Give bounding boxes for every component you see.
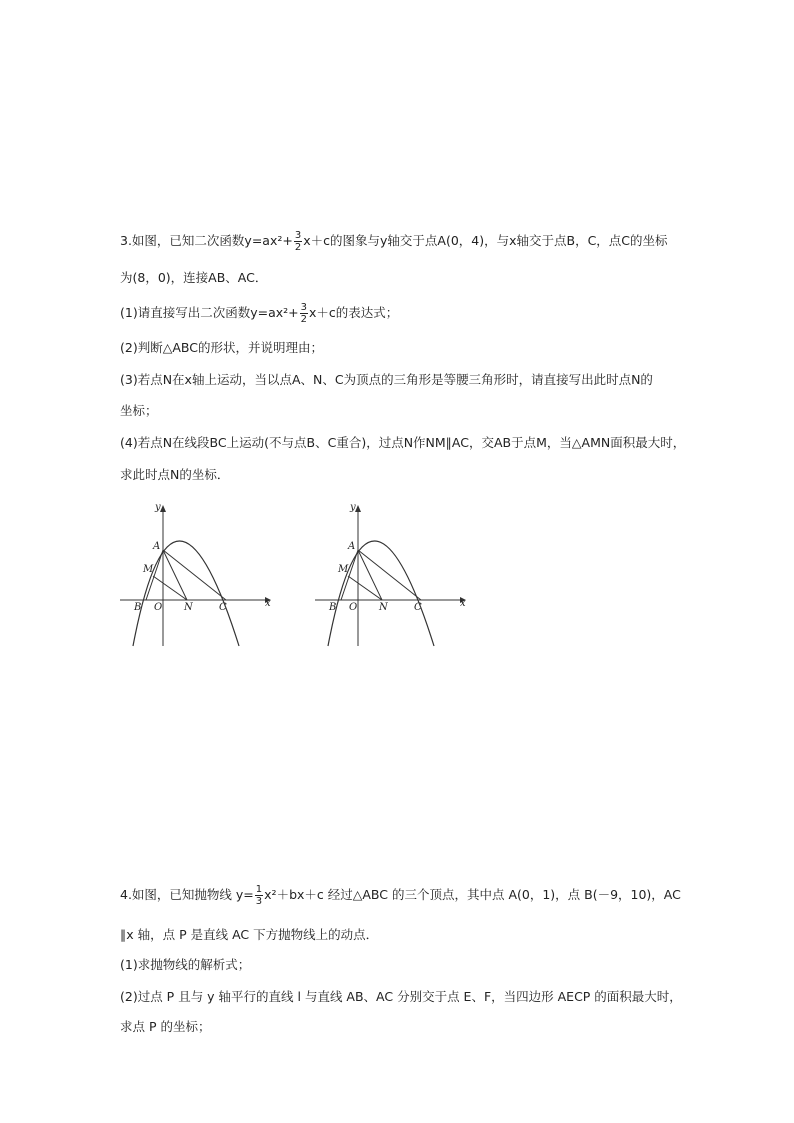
p3-l1-text-b: x＋c的图象与y轴交于点A(0，4)，与x轴交于点B，C，点C的坐标	[303, 233, 668, 248]
p3-line-1	[120, 230, 668, 253]
label-o: O	[349, 602, 358, 613]
p3-line-7: (4)若点N在线段BC上运动(不与点B、C重合)，过点N作NM∥AC，交AB于点M，当△AMN面积最大时，	[120, 435, 686, 450]
fraction	[294, 230, 302, 253]
label-n: N	[184, 602, 193, 613]
p3-line-2: 为(8，0)，连接AB、AC．	[120, 270, 268, 285]
label-m: M	[143, 564, 154, 575]
segment-ac	[163, 550, 226, 600]
p4-line-1	[120, 884, 681, 907]
frac-num: 1	[255, 884, 263, 895]
p3-line-3	[120, 302, 398, 325]
fraction	[255, 884, 263, 907]
label-c: C	[414, 602, 422, 613]
p3-l1-text-a: 3.如图，已知二次函数y=ax²+	[120, 233, 293, 248]
label-x: x	[265, 598, 271, 609]
p3-l3-text-b: x＋c的表达式；	[309, 305, 399, 320]
segment-mn	[153, 576, 187, 600]
p3-line-4: (2)判断△ABC的形状，并说明理由；	[120, 340, 323, 355]
frac-den: 2	[300, 314, 307, 325]
parabola-figure-1	[115, 500, 275, 650]
label-o: O	[154, 602, 163, 613]
parabola-figure-2	[310, 500, 470, 650]
label-x: x	[460, 598, 466, 609]
label-b: B	[134, 602, 142, 613]
segment-mn	[348, 576, 382, 600]
frac-num: 3	[300, 302, 307, 313]
p4-line-3: (1)求抛物线的解析式；	[120, 957, 251, 972]
segment-an	[163, 550, 187, 600]
y-axis-arrow	[160, 505, 166, 512]
p3-l3-text-a: (1)请直接写出二次函数y=ax²+	[120, 305, 299, 320]
p4-l1-text-a: 4.如图，已知抛物线 y=	[120, 887, 254, 902]
segment-ac	[358, 550, 421, 600]
label-y: y	[350, 502, 356, 513]
label-a: A	[153, 541, 161, 552]
segment-ab	[146, 550, 163, 600]
segment-an	[358, 550, 382, 600]
label-c: C	[219, 602, 227, 613]
frac-den: 3	[255, 896, 263, 907]
p4-l1-text-b: x²＋bx＋c 经过△ABC 的三个顶点，其中点 A(0，1)，点 B(－9，10)，AC	[264, 887, 681, 902]
parabola-curve	[328, 541, 434, 646]
frac-den: 2	[294, 242, 302, 253]
frac-num: 3	[294, 230, 302, 241]
label-m: M	[338, 564, 349, 575]
p4-line-5: 求点 P 的坐标；	[120, 1019, 211, 1034]
p3-line-8: 求此时点N的坐标．	[120, 467, 230, 482]
p3-line-6: 坐标；	[120, 403, 158, 418]
label-n: N	[379, 602, 388, 613]
label-b: B	[329, 602, 337, 613]
p4-line-2: ∥x 轴，点 P 是直线 AC 下方抛物线上的动点．	[120, 927, 379, 942]
segment-ab	[341, 550, 358, 600]
p4-line-4: (2)过点 P 且与 y 轴平行的直线 l 与直线 AB、AC 分别交于点 E、F，当四边形 AECP 的面积最大时，	[120, 989, 682, 1004]
p3-line-5: (3)若点N在x轴上运动，当以点A、N、C为顶点的三角形是等腰三角形时，请直接写出此时点N的	[120, 372, 653, 387]
y-axis-arrow	[355, 505, 361, 512]
fraction	[300, 302, 308, 325]
label-a: A	[348, 541, 356, 552]
label-y: y	[155, 502, 161, 513]
parabola-curve	[133, 541, 239, 646]
